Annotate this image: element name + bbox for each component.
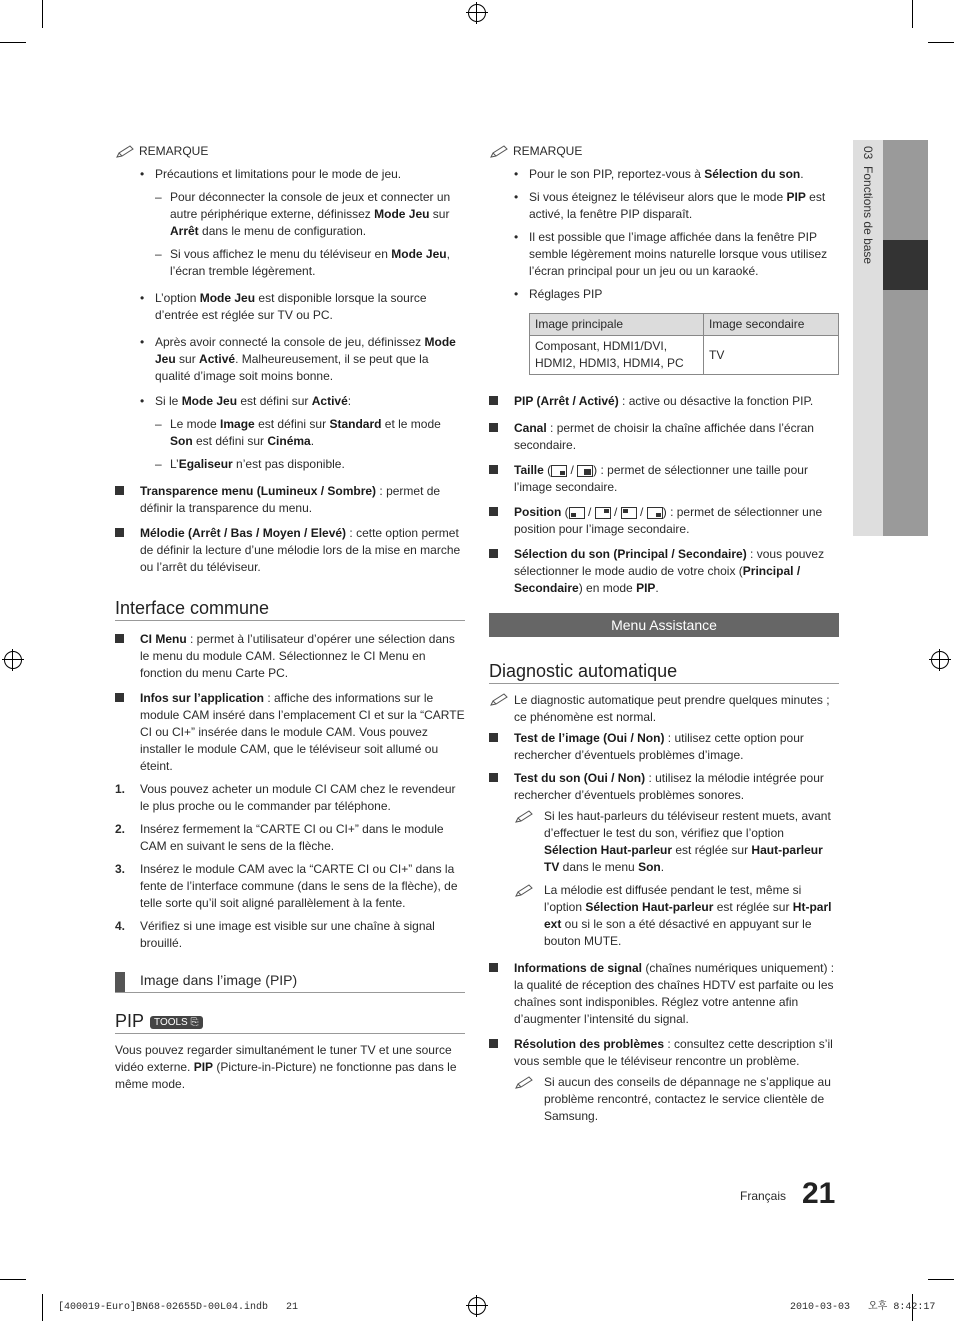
square-bullet-icon xyxy=(489,963,498,972)
pencil-icon xyxy=(514,810,534,824)
list-item: Canal : permet de choisir la chaîne affichée dans l’écran secondaire. xyxy=(489,420,839,454)
diag-note: Le diagnostic automatique peut prendre quelques minutes ; ce phénomène est normal. xyxy=(489,692,839,726)
square-bullet-icon xyxy=(489,773,498,782)
square-bullet-icon xyxy=(115,693,124,702)
step-item: 1. Vous pouvez acheter un module CI CAM chez le revendeur le plus proche ou le commander par téléphone. xyxy=(115,782,456,813)
list-item: Résolution des problèmes : consultez cette description s’il vous semble que le téléviseur rencontre un problème. xyxy=(489,1036,839,1070)
square-bullet-icon xyxy=(489,1039,498,1048)
registration-mark-icon xyxy=(4,651,22,669)
position-bottom-left-icon xyxy=(569,507,585,519)
side-tab-chapter: 03 xyxy=(861,146,875,160)
table-row xyxy=(530,336,839,375)
section-marker xyxy=(115,972,125,992)
position-top-left-icon xyxy=(621,507,637,519)
side-tab-active-block xyxy=(883,240,928,290)
sub-note: Si aucun des conseils de dépannage ne s’applique au problème rencontré, contactez le service clientèle de Samsung. xyxy=(489,1074,839,1125)
list-item: – Pour déconnecter la console de jeux et connecter un autre périphérique externe, définissez Mode Jeu sur Arrêt dans le menu de configuration. xyxy=(115,189,465,240)
footer-datetime: 2010-03-03 오후 8:42:17 xyxy=(790,1302,936,1313)
list-item: Infos sur l’application : affiche des informations sur le module CAM inséré dans l’emplacement CI et sur la “CARTE CI ou CI+” insérée dans le module CAM. Vous pouvez installer le module CAM, que le téléviseur soit allumé ou éteint. xyxy=(115,690,465,775)
list-item: PIP (Arrêt / Activé) : active ou désactive la fonction PIP. xyxy=(489,393,839,410)
right-column xyxy=(489,143,839,1131)
list-item: • Précautions et limitations pour le mode de jeu. xyxy=(115,166,465,183)
registration-mark-icon xyxy=(468,1297,486,1315)
side-tab-block xyxy=(883,140,928,240)
table-header: Image secondaire xyxy=(704,314,839,336)
list-item: Position ( / / / ) : permet de sélectionner une position pour l’image secondaire. xyxy=(489,504,839,538)
crop-mark xyxy=(0,42,26,43)
size-large-icon xyxy=(577,465,593,477)
list-item: • Il est possible que l’image affichée dans la fenêtre PIP semble légèrement moins naturelle lorsque vous utilisez l’écran principal pour un jeu ou un karaoké. xyxy=(489,229,839,280)
crop-mark xyxy=(928,1279,954,1280)
square-bullet-icon xyxy=(489,733,498,742)
crop-mark xyxy=(42,0,43,28)
list-item: • Si le Mode Jeu est défini sur Activé: xyxy=(115,393,465,410)
left-column xyxy=(115,143,465,1093)
registration-mark-icon xyxy=(468,4,486,22)
table-header: Image principale xyxy=(530,314,704,336)
list-item: Mélodie (Arrêt / Bas / Moyen / Elevé) : cette option permet de définir la lecture d’une mélodie lors de la mise en marche ou l’arrêt du téléviseur. xyxy=(115,525,465,576)
section-heading-diagnostic: Diagnostic automatique xyxy=(489,663,839,684)
list-item: • Si vous éteignez le téléviseur alors que le mode PIP est activé, la fenêtre PIP disparaît. xyxy=(489,189,839,223)
square-bullet-icon xyxy=(489,549,498,558)
list-item: CI Menu : permet à l’utilisateur d’opérer une sélection dans le menu du module CAM. Sélectionnez le CI Menu en fonction du menu Carte PC. xyxy=(115,631,465,682)
list-item: Test du son (Oui / Non) : utilisez la mélodie intégrée pour rechercher d’éventuels problèmes sonores. xyxy=(489,770,839,804)
list-item: Taille ( / ) : permet de sélectionner une taille pour l’image secondaire. xyxy=(489,462,839,496)
pencil-icon xyxy=(115,145,135,159)
list-item: – L’Egaliseur n’est pas disponible. xyxy=(115,456,465,473)
square-bullet-icon xyxy=(489,465,498,474)
crop-mark xyxy=(912,0,913,28)
table-cell: Composant, HDMI1/DVI, HDMI2, HDMI3, HDMI4, PC xyxy=(530,336,704,375)
note-header xyxy=(489,143,839,160)
registration-mark-icon xyxy=(931,651,949,669)
list-item: Informations de signal (chaînes numériques uniquement) : la qualité de réception des chaînes HDTV est parfaite ou les chaînes sont indisponibles. Réglez votre antenne afin d’augmenter l’intensité du signal. xyxy=(489,960,839,1028)
list-item: • Pour le son PIP, reportez-vous à Sélection du son. xyxy=(489,166,839,183)
square-bullet-icon xyxy=(115,634,124,643)
sub-note: La mélodie est diffusée pendant le test, même si l’option Sélection Haut-parleur est réglée sur Ht-parl ext ou si le son a été désactivé en appuyant sur le bouton MUTE. xyxy=(489,882,839,950)
list-item: • Réglages PIP xyxy=(489,286,839,303)
list-item: Sélection du son (Principal / Secondaire) : vous pouvez sélectionner le mode audio de votre choix (Principal / Secondaire) en mode PIP. xyxy=(489,546,839,597)
subsection-heading-pip: Image dans l’image (PIP) xyxy=(115,972,465,993)
crop-mark xyxy=(42,1294,43,1321)
pencil-icon xyxy=(514,884,534,898)
position-bottom-right-icon xyxy=(647,507,663,519)
pip-settings-table xyxy=(529,313,839,375)
table-cell: TV xyxy=(704,336,839,375)
note-header xyxy=(115,143,465,160)
pencil-icon xyxy=(489,693,509,707)
position-top-right-icon xyxy=(595,507,611,519)
pencil-icon xyxy=(489,145,509,159)
square-bullet-icon xyxy=(489,507,498,516)
square-bullet-icon xyxy=(489,396,498,405)
step-item: 2. Insérez fermement la “CARTE CI ou CI+” dans le module CAM en suivant le sens de la flèche. xyxy=(115,822,444,853)
footer-language: Français xyxy=(740,1189,787,1203)
side-tab-block xyxy=(883,290,928,536)
side-tab xyxy=(853,140,883,536)
crop-mark xyxy=(0,1279,26,1280)
section-heading-pip: PIP TOOLS ⎘ xyxy=(115,1013,465,1034)
section-heading-interface: Interface commune xyxy=(115,600,465,621)
list-item: – Le mode Image est défini sur Standard et le mode Son est défini sur Cinéma. xyxy=(115,416,465,450)
list-item: Transparence menu (Lumineux / Sombre) : permet de définir la transparence du menu. xyxy=(115,483,465,517)
page-number: 21 xyxy=(802,1177,836,1210)
menu-assistance-bar: Menu Assistance xyxy=(489,613,839,637)
square-bullet-icon xyxy=(115,486,124,495)
pip-description: Vous pouvez regarder simultanément le tuner TV et une source vidéo externe. PIP (Picture-in-Picture) ne fonctionne pas dans le même mode. xyxy=(115,1043,457,1091)
sub-note: Si les haut-parleurs du téléviseur restent muets, avant d’effectuer le test du son, vérifiez que l’option Sélection Haut-parleur est réglée sur Haut-parleur TV dans le menu Son. xyxy=(489,808,839,876)
step-item: 3. Insérez le module CAM avec la “CARTE CI ou CI+” dans la fente de l’interface commune (dans le sens de la flèche), de telle sorte qu’il soit aligné parallèlement à la fente. xyxy=(115,862,458,910)
square-bullet-icon xyxy=(489,423,498,432)
square-bullet-icon xyxy=(115,528,124,537)
tools-badge: TOOLS ⎘ xyxy=(150,1016,203,1029)
side-tab-label: Fonctions de base xyxy=(861,166,875,265)
size-small-icon xyxy=(551,465,567,477)
list-item: • L’option Mode Jeu est disponible lorsque la source d’entrée est réglée sur TV ou PC. xyxy=(115,290,465,324)
list-item: • Après avoir connecté la console de jeu, définissez Mode Jeu sur Activé. Malheureusement, il se peut que la qualité d’image soit moins bonne. xyxy=(115,334,465,385)
note-label: REMARQUE xyxy=(139,144,209,158)
note-label: REMARQUE xyxy=(513,144,583,158)
footer-file-info: [400019-Euro]BN68-02655D-00L04.indb 21 xyxy=(58,1302,299,1313)
list-item: – Si vous affichez le menu du téléviseur en Mode Jeu, l’écran tremble légèrement. xyxy=(115,246,465,280)
list-item: Test de l’image (Oui / Non) : utilisez cette option pour rechercher d’éventuels problèmes d’image. xyxy=(489,730,839,764)
crop-mark xyxy=(928,42,954,43)
step-item: 4. Vérifiez si une image est visible sur une chaîne à signal brouillé. xyxy=(115,919,435,950)
pencil-icon xyxy=(514,1076,534,1090)
